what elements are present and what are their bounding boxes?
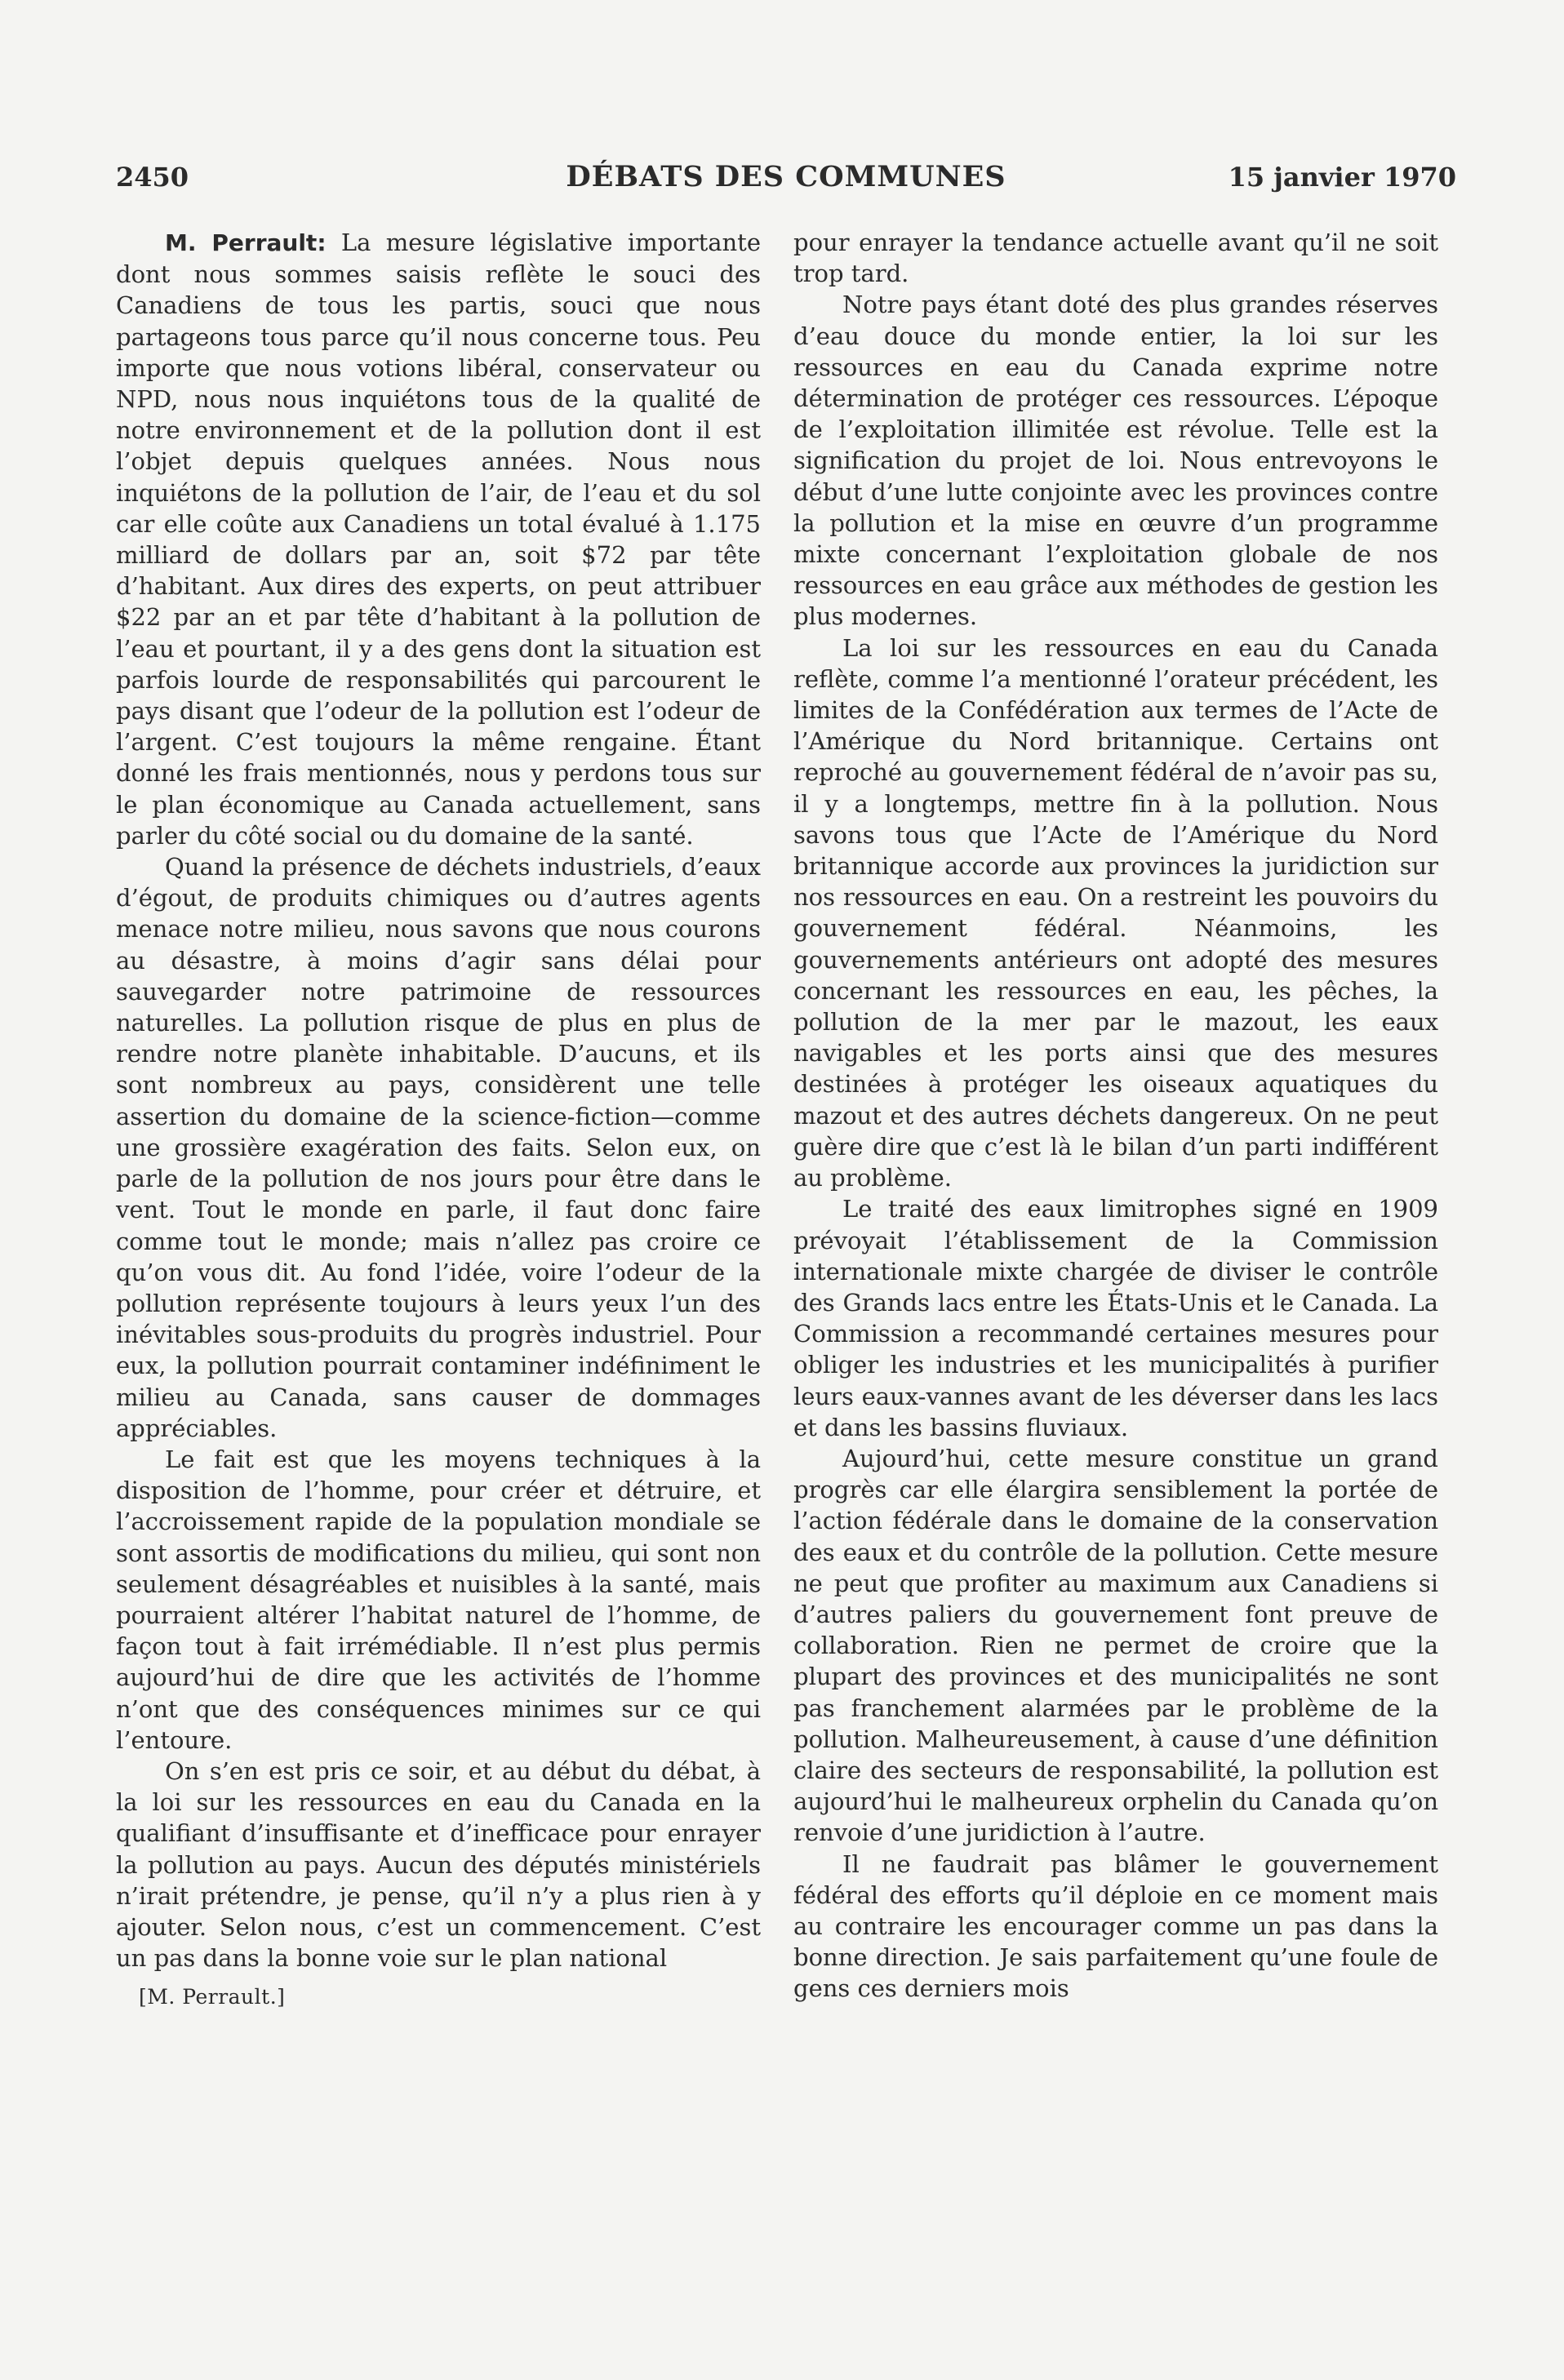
paragraph: pour enrayer la tendance actuelle avant qu’il ne soit trop tard. [793, 229, 1438, 288]
paragraph: Quand la présence de déchets industriels, d’eaux d’égout, de produits chimiques ou d’autres agents menace notre milieu, nous savons que nous courons au désastre, à moins d’agir sans délai pour sauvegarder notre patrimoine de ressources naturelles. La pollution risque de plus en plus de rendre notre planète inhabitable. D’aucuns, et ils sont nombreux au pays, considèrent une telle assertion du domaine de la science-fiction—comme une grossière exagération des faits. Selon eux, on parle de la pollution de nos jours pour être dans le vent. Tout le monde en parle, il faut donc faire comme tout le monde; mais n’allez pas croire ce qu’on vous dit. Au fond l’idée, voire l’odeur de la pollution représente toujours à leurs yeux l’un des inévitables sous-produits du progrès industriel. Pour eux, la pollution pourrait contaminer indéfiniment le milieu au Canada, sans causer de dommages appréciables. [116, 853, 761, 1442]
paragraph: On s’en est pris ce soir, et au début du débat, à la loi sur les ressources en eau du Canada en la qualifiant d’insuffisante et d’inefficace pour enrayer la pollution au pays. Aucun des députés ministériels n’irait prétendre, je pense, qu’il n’y a plus rien à y ajouter. Selon nous, c’est un commencement. C’est un pas dans la bonne voie sur le plan national [116, 1756, 761, 1973]
left-column [116, 227, 761, 2009]
paragraph: Le traité des eaux limitrophes signé en 1909 prévoyait l’établissement de la Commission internationale mixte chargée de diviser le contrôle des Grands lacs entre les États-Unis et le Canada. La Commission a recommandé certaines mesures pour obliger les industries et les municipalités à purifier leurs eaux-vannes avant de les déverser dans les lacs et dans les bassins fluviaux. [793, 1195, 1438, 1441]
paragraph: Notre pays étant doté des plus grandes réserves d’eau douce du monde entier, la loi sur les ressources en eau du Canada exprime notre détermination de protéger ces ressources. L’époque de l’exploitation illimitée est révolue. Telle est la signification du projet de loi. Nous entrevoyons le début d’une lutte conjointe avec les provinces contre la pollution et la mise en œuvre d’un programme mixte concernant l’exploitation globale de nos ressources en eau grâce aux méthodes de gestion les plus modernes. [793, 291, 1438, 631]
speaker-attribution: [M. Perrault.] [139, 1985, 286, 2009]
right-column [793, 227, 1438, 2005]
paragraph: Aujourd’hui, cette mesure constitue un grand progrès car elle élargira sensiblement la portée de l’action fédérale dans le domaine de la conservation des eaux et du contrôle de la pollution. Cette mesure ne peut que profiter au maximum aux Canadiens si d’autres paliers du gouvernement font preuve de collaboration. Rien ne permet de croire que la plupart des provinces et des municipalités ne sont pas franchement alarmées par le problème de la pollution. Malheureusement, à cause d’une définition claire des secteurs de responsabilité, la pollution est aujourd’hui le malheureux orphelin du Canada qu’on renvoie d’une juridiction à l’autre. [793, 1444, 1438, 1847]
publication-title: DÉBATS DES COMMUNES [566, 160, 1006, 193]
paragraph: La loi sur les ressources en eau du Canada reflète, comme l’a mentionné l’orateur précédent, les limites de la Confédération aux termes de l’Acte de l’Amérique du Nord britannique. Certains ont reproché au gouvernement fédéral de n’avoir pas su, il y a longtemps, mettre fin à la pollution. Nous savons tous que l’Acte de l’Amérique du Nord britannique accorde aux provinces la juridiction sur nos ressources en eau. On a restreint les pouvoirs du gouvernement fédéral. Néanmoins, les gouvernements antérieurs ont adopté des mesures concernant les ressources en eau, les pêches, la pollution de la mer par le mazout, les eaux navigables et les ports ainsi que des mesures destinées à protéger les oiseaux aquatiques du mazout et des autres déchets dangereux. On ne peut guère dire que c’est là le bilan d’un parti indifférent au problème. [793, 633, 1438, 1192]
page-number: 2450 [116, 162, 189, 193]
paragraph: Il ne faudrait pas blâmer le gouvernement fédéral des efforts qu’il déploie en ce moment mais au contraire les encourager comme un pas dans la bonne direction. Je sais parfaitement qu’une foule de gens ces derniers mois [793, 1849, 1438, 2003]
paragraph-text: La mesure législative importante dont nous sommes saisis reflète le souci des Canadiens de tous les partis, souci que nous partageons tous parce qu’il nous concerne tous. Peu importe que nous votions libéral, conservateur ou NPD, nous nous inquiétons tous de la qualité de notre environnement et de la pollution dont il est l’objet depuis quelques années. Nous nous inquiétons de la pollution de l’air, de l’eau et du sol car elle coûte aux Canadiens un total évalué à 1.175 milliard de dollars par an, soit $72 par tête d’habitant. Aux dires des experts, on peut attribuer $22 par an et par tête d’habitant à la pollution de l’eau et pourtant, il y a des gens dont la situation est parfois lourde de responsabilités qui parcourent le pays disant que l’odeur de la pollution est l’odeur de l’argent. C’est toujours la même rengaine. Étant donné les frais mentionnés, nous y perdons tous sur le plan économique au Canada actuellement, sans parler du côté social ou du domaine de la santé. [116, 229, 762, 850]
speaker-name: M. Perrault: [165, 229, 327, 256]
page-header [116, 155, 1456, 204]
paragraph: Le fait est que les moyens techniques à la disposition de l’homme, pour créer et détruire, et l’accroissement rapide de la population mondiale se sont assortis de modifications du milieu, qui sont non seulement désagréables et nuisibles à la santé, mais pourraient altérer l’habitat naturel de l’homme, de façon tout à fait irrémédiable. Il n’est plus permis aujourd’hui de dire que les activités de l’homme n’ont que des conséquences minimes sur ce qui l’entoure. [116, 1445, 761, 1754]
paragraph [116, 227, 761, 851]
session-date: 15 janvier 1970 [1228, 162, 1456, 193]
page [116, 155, 1456, 2245]
